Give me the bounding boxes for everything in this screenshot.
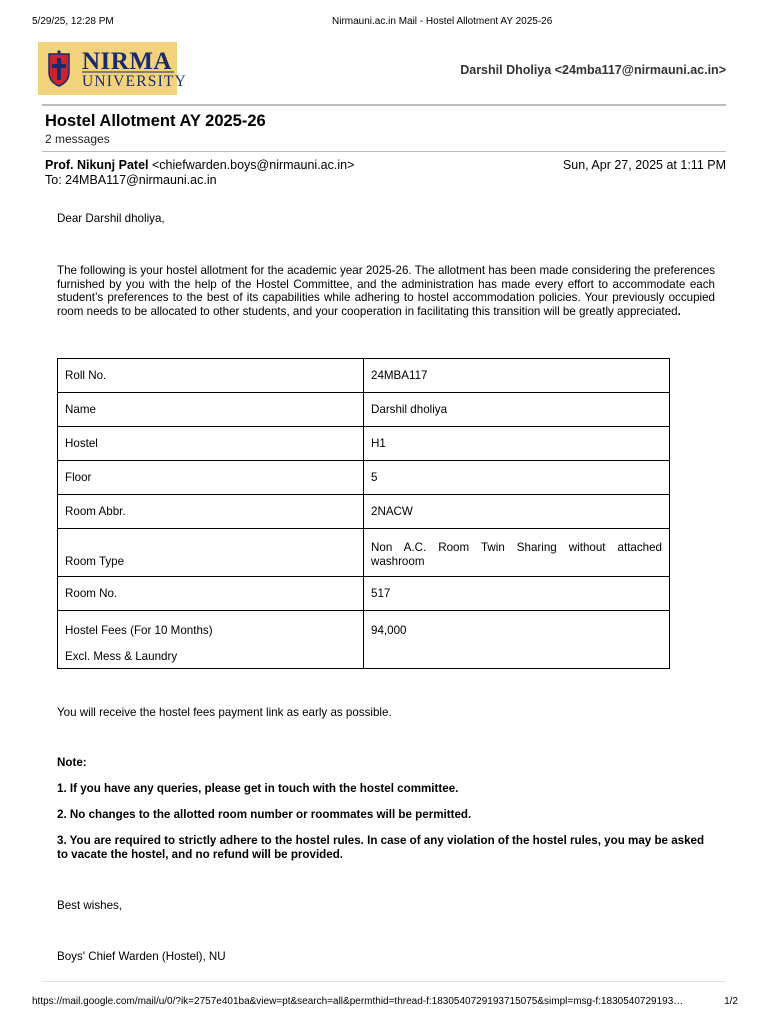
- row-label: Room No.: [58, 577, 364, 611]
- row-label: Room Type: [58, 529, 364, 577]
- row-label: Hostel Fees (For 10 Months): [65, 624, 213, 637]
- table-row: [58, 611, 670, 669]
- note-item: 2. No changes to the allotted room number or roommates will be permitted.: [57, 808, 472, 821]
- nirma-university-logo: [38, 42, 187, 95]
- note-heading: Note:: [57, 756, 87, 769]
- message-count: 2 messages: [45, 132, 110, 146]
- allotment-table: [57, 358, 670, 669]
- sender-email[interactable]: <chiefwarden.boys@nirmauni.ac.in>: [151, 158, 355, 172]
- fees-label-cell: [58, 611, 364, 669]
- intro-period: .: [677, 304, 681, 318]
- recipient-line: To: 24MBA117@nirmauni.ac.in: [45, 173, 217, 187]
- payment-line: You will receive the hostel fees payment link as early as possible.: [57, 706, 392, 719]
- print-header: [32, 16, 736, 30]
- table-row: [58, 577, 670, 611]
- row-value: 94,000: [364, 611, 670, 669]
- row-label: Floor: [58, 461, 364, 495]
- table-row: [58, 461, 670, 495]
- row-value: Non A.C. Room Twin Sharing without attached washroom: [364, 529, 670, 577]
- row-value: 5: [364, 461, 670, 495]
- note-item: 3. You are required to strictly adhere to the hostel rules. In case of any violation of the hostel rules, you may be asked to vacate the hostel, and no refund will be provided.: [57, 834, 705, 861]
- page-number: 1/2: [724, 996, 738, 1007]
- closing: Best wishes,: [57, 899, 123, 912]
- intro-paragraph: [57, 264, 715, 318]
- print-datetime: 5/29/25, 12:28 PM: [32, 16, 114, 27]
- intro-text: The following is your hostel allotment for the academic year 2025-26. The allotment has been made considering the preferences furnished by you with the help of the Hostel Committee, and the administration has made every effort to accommodate each student’s preferences to the best of its capabilities while adhering to hostel accommodation policies. Your previously occupied room needs to be allocated to other students, and your cooperation in facilitating this transition will be greatly appreciated: [57, 264, 715, 318]
- row-value: 24MBA117: [364, 359, 670, 393]
- row-value: 517: [364, 577, 670, 611]
- header-divider: [42, 104, 726, 106]
- email-subject: Hostel Allotment AY 2025-26: [45, 112, 266, 130]
- sender-name: Prof. Nikunj Patel: [45, 158, 149, 172]
- footer-divider: [42, 981, 726, 982]
- svg-text:UNIVERSITY: UNIVERSITY: [82, 73, 187, 90]
- table-row: [58, 427, 670, 461]
- university-crest-icon: [46, 50, 72, 88]
- sent-date: Sun, Apr 27, 2025 at 1:11 PM: [562, 158, 726, 172]
- row-value: H1: [364, 427, 670, 461]
- table-row: [58, 359, 670, 393]
- row-value: 2NACW: [364, 495, 670, 529]
- account-label: Darshil Dholiya <24mba117@nirmauni.ac.in>: [460, 63, 726, 77]
- university-wordmark: [82, 48, 187, 90]
- table-row: [58, 495, 670, 529]
- row-label: Room Abbr.: [58, 495, 364, 529]
- subject-divider: [42, 151, 726, 152]
- table-row: [58, 529, 670, 577]
- table-row: [58, 393, 670, 427]
- print-page-title: Nirmauni.ac.in Mail - Hostel Allotment AY 2025-26: [332, 16, 553, 27]
- svg-text:NIRMA: NIRMA: [82, 48, 172, 75]
- greeting: Dear Darshil dholiya,: [57, 212, 165, 225]
- row-label: Roll No.: [58, 359, 364, 393]
- note-item: 1. If you have any queries, please get in touch with the hostel committee.: [57, 782, 459, 795]
- row-sublabel: Excl. Mess & Laundry: [65, 650, 178, 663]
- row-label: Hostel: [58, 427, 364, 461]
- row-label: Name: [58, 393, 364, 427]
- sender-line: [45, 158, 354, 172]
- print-url: https://mail.google.com/mail/u/0/?ik=2757e401ba&view=pt&search=all&permthid=thread-f:1830540729193715075&simpl=msg-f:1830540729193…: [32, 996, 684, 1007]
- row-value: Darshil dholiya: [364, 393, 670, 427]
- signature: Boys' Chief Warden (Hostel), NU: [57, 950, 226, 963]
